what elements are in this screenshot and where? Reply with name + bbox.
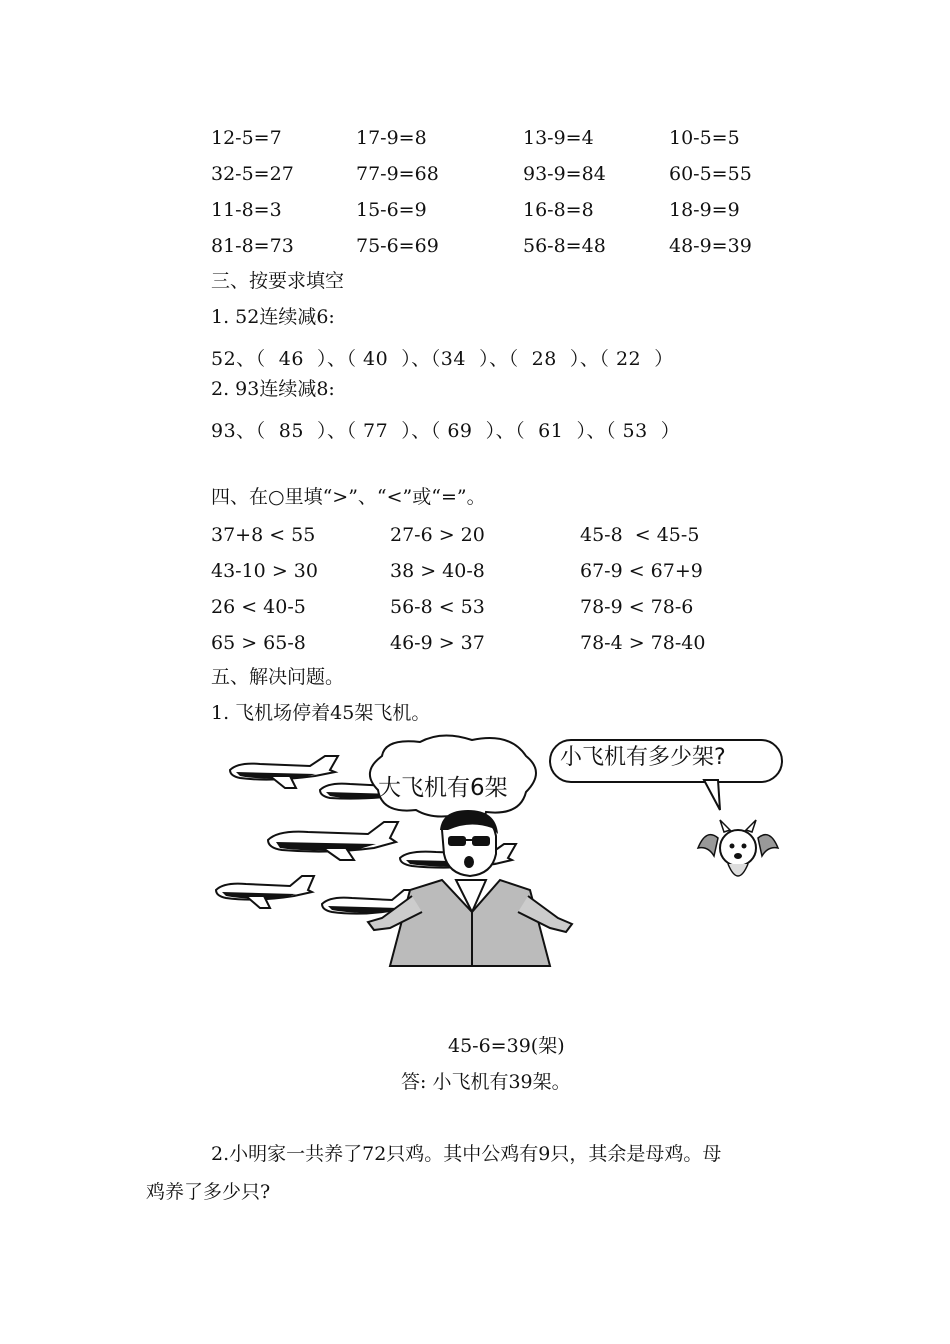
airplane-icon [230,756,338,788]
equation: 16-8=8 [523,199,594,221]
comparison: 37+8 < 55 [211,524,316,546]
answer-sequence: 52、（ 46 ）、（ 40 ）、（34 ）、（ 28 ）、（ 22 ） [211,348,674,370]
answer-sequence: 93、（ 85 ）、（ 77 ）、（ 69 ）、（ 61 ）、（ 53 ） [211,420,681,442]
equation: 32-5=27 [211,163,294,185]
comparison-row [211,560,811,584]
equation: 93-9=84 [523,163,606,185]
equation: 17-9=8 [356,127,427,149]
equation-row [211,199,811,223]
question-2-line-1: 2.小明家一共养了72只鸡。其中公鸡有9只，其余是母鸡。母 [211,1143,722,1165]
section-heading: 三、按要求填空 [211,270,345,292]
teacher-figure [368,810,572,966]
equation: 81-8=73 [211,235,294,257]
section-heading: 五、解决问题。 [211,666,345,688]
solution-answer: 答: 小飞机有39架。 [401,1071,571,1093]
bat-character [698,820,778,876]
airplane-icon [268,822,398,860]
comparison: 67-9 < 67+9 [580,560,703,582]
section-heading: 四、在○里填“>”、“<”或“=”。 [211,486,486,508]
comparison-row [211,632,811,656]
comparison-row [211,524,811,548]
comparison: 26 < 40-5 [211,596,306,618]
comparison: 78-4 > 78-40 [580,632,706,654]
equation-row [211,163,811,187]
equation: 12-5=7 [211,127,282,149]
equation: 13-9=4 [523,127,594,149]
question-label: 1. 飞机场停着45架飞机。 [211,702,431,724]
equation-row [211,127,811,151]
equation: 56-8=48 [523,235,606,257]
comparison: 78-9 < 78-6 [580,596,694,618]
equation: 75-6=69 [356,235,439,257]
airplane-icon [216,876,314,908]
equation: 18-9=9 [669,199,740,221]
question-2-line-2: 鸡养了多少只? [146,1181,271,1203]
small-plane-bubble-text: 小飞机有多少架? [560,745,726,770]
comparison: 46-9 > 37 [390,632,485,654]
comparison: 65 > 65-8 [211,632,306,654]
equation: 10-5=5 [669,127,740,149]
comparison: 27-6 > 20 [390,524,485,546]
equation: 15-6=9 [356,199,427,221]
question-label: 1. 52连续减6: [211,306,335,328]
comparison: 43-10 > 30 [211,560,318,582]
equation: 48-9=39 [669,235,752,257]
comparison: 56-8 < 53 [390,596,485,618]
question-label: 2. 93连续减8: [211,378,335,400]
comparison-row [211,596,811,620]
comparison: 38 > 40-8 [390,560,485,582]
equation: 77-9=68 [356,163,439,185]
equation-row [211,235,811,259]
comparison: 45-8 < 45-5 [580,524,700,546]
equation: 60-5=55 [669,163,752,185]
solution-equation: 45-6=39(架) [448,1035,565,1057]
big-plane-bubble-text: 大飞机有6架 [378,775,508,801]
equation: 11-8=3 [211,199,282,221]
